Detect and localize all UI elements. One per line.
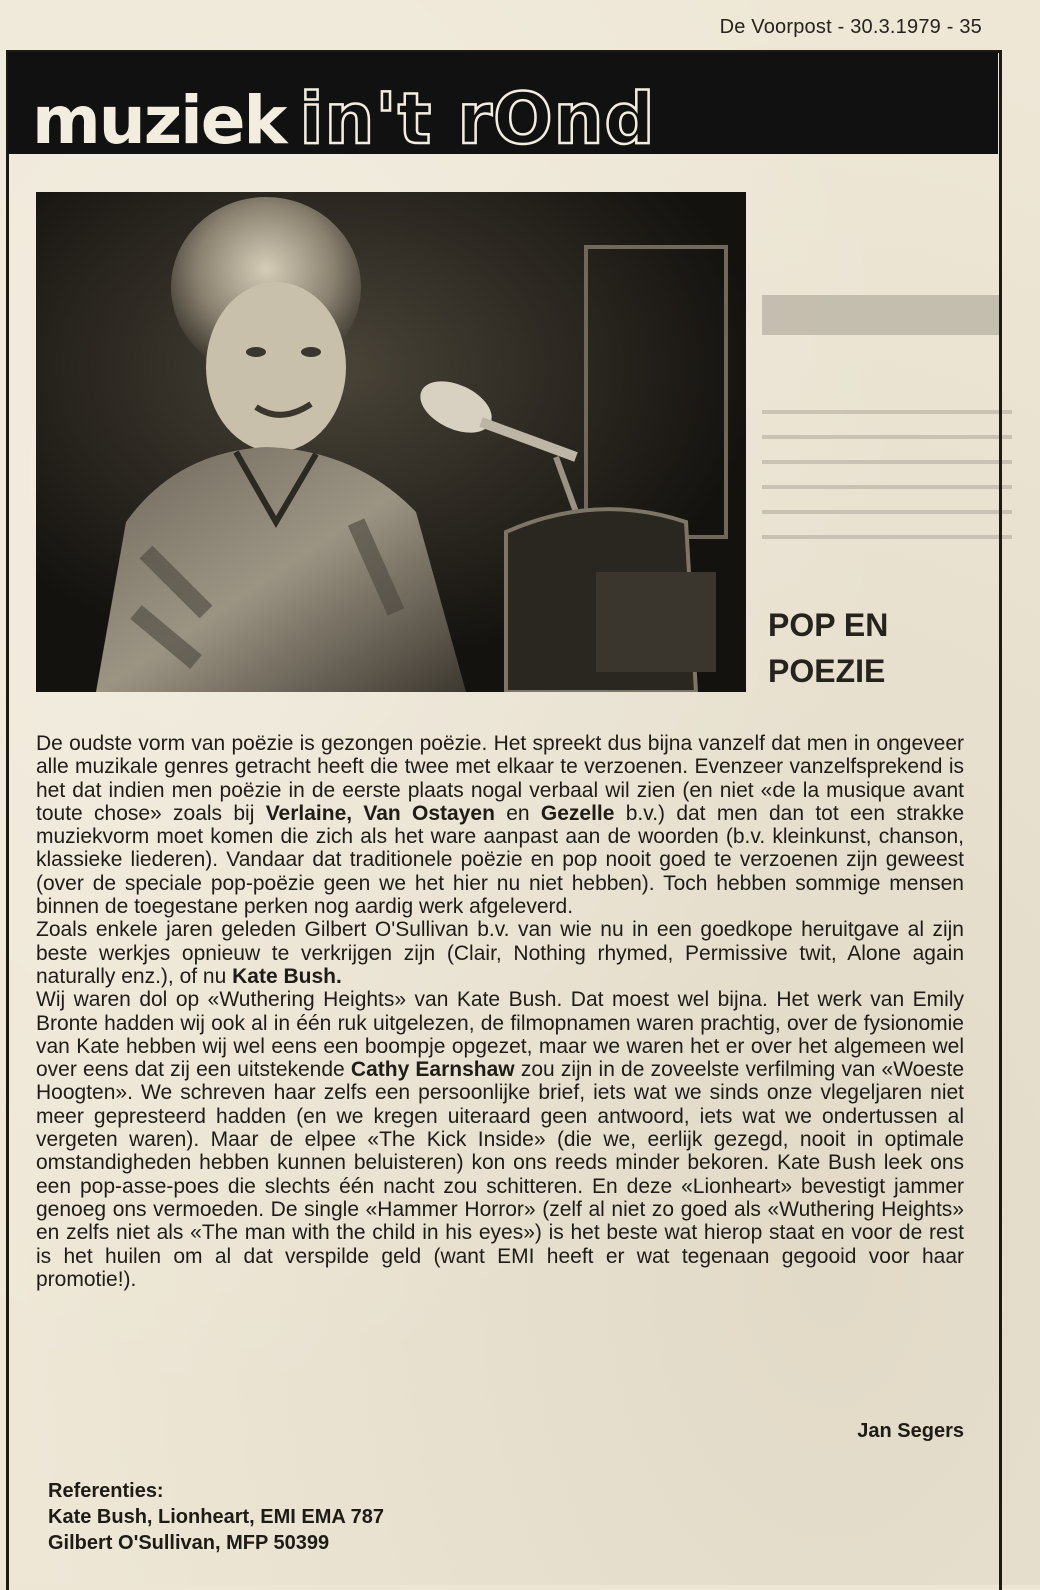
author-byline: Jan Segers [857, 1420, 964, 1442]
bold-run: Cathy Earnshaw [350, 1058, 515, 1082]
text-run: en [494, 801, 541, 825]
masthead-word-int-rond: in't rOnd [299, 78, 656, 160]
article-paragraph [36, 918, 964, 988]
singer-photo-illustration [36, 192, 746, 692]
article-paragraph [36, 732, 964, 918]
text-run: b.v.) dat men dan tot een strakke muziekvorm moet komen die zich als het ware aanpast aan de woorden (b.v. kleinkunst, chanson, klassieke liederen). Vandaar dat traditionele poëzie en pop nooit goed te verzoenen zijn geweest (over de speciale pop-poëzie geen we het hier nu niet hebben). Toch hebben sommige mensen binnen de toegestane perken nog aardig werk afgeleverd. [36, 801, 965, 919]
references-heading: Referenties: [48, 1480, 164, 1502]
references-block [48, 1478, 748, 1556]
masthead-title [32, 62, 656, 160]
bold-run: Kate Bush. [232, 964, 342, 988]
publication-line: De Voorpost - 30.3.1979 - 35 [719, 16, 982, 38]
article-body [36, 732, 964, 1291]
article-paragraph [36, 988, 964, 1291]
text-run: Zoals enkele jaren geleden Gilbert O'Sullivan b.v. van wie nu in een goedkope heruitgave al zijn beste werkjes opnieuw te verkrijgen zijn (Clair, Nothing rhymed, Permissive twit, Alone again naturally enz.), of nu [36, 918, 964, 988]
text-run: zou zijn in de zoveelste verfilming van «Woeste Hoogten». We schreven haar zelfs een persoonlijke brief, iets wat we sinds onze vlegeljaren niet meer gepresteerd hadden (en we kregen uiteraard geen antwoord, iets wat we ondertussen al vergeten waren). Maar de elpee «The Kick Inside» (die we, eerlijk gezegd, nooit in optimale omstandigheden hebben kunnen beluisteren) kon ons reeds minder bekoren. Kate Bush leek ons een pop-asse-poes die slechts één nacht zou schitteren. En deze «Lionheart» bevestigt jammer genoeg ons vermoeden. De single «Hammer Horror» (zelf al niet zo goed als «Wuthering Heights» en zelfs niet als «The man with the child in his eyes») is het beste wat hierop staat en voor de rest is het huilen om al dat verspilde geld (want EMI heeft er wat tegenaan gegooid voor haar promotie!). [36, 1058, 965, 1291]
headline-line-1: POP EN [768, 607, 889, 643]
reference-item: Kate Bush, Lionheart, EMI EMA 787 [48, 1506, 384, 1528]
text-run: Wij waren dol op «Wuthering Heights» van Kate Bush. Dat moest wel bijna. Het werk van Emily Bronte hadden wij ook al in één ruk uitgelezen, de filmopnamen waren prachtig, over de fysionomie van Kate hebben wij wel eens een boompje opgezet, maar we waren het er over het algemeen wel over eens dat zij een uitstekende [36, 988, 964, 1082]
section-masthead [8, 52, 998, 160]
reference-item: Gilbert O'Sullivan, MFP 50399 [48, 1532, 330, 1554]
text-run: De oudste vorm van poëzie is gezongen poëzie. Het spreekt dus bijna vanzelf dat men in ongeveer alle muzikale genres getracht heeft die twee met elkaar te verzoenen. Evenzeer vanzelfsprekend is het dat indien men poëzie in de eerste plaats nogal verbaal wil zien (en niet «de la musique avant toute chose» zoals bij [36, 732, 964, 825]
article-headline [768, 602, 988, 694]
bold-run: Verlaine, Van Ostayen [265, 801, 495, 825]
article-photo [36, 192, 746, 692]
masthead-word-muziek: muziek [32, 82, 286, 159]
bold-run: Gezelle [540, 801, 615, 825]
headline-line-2: POEZIE [768, 653, 886, 689]
